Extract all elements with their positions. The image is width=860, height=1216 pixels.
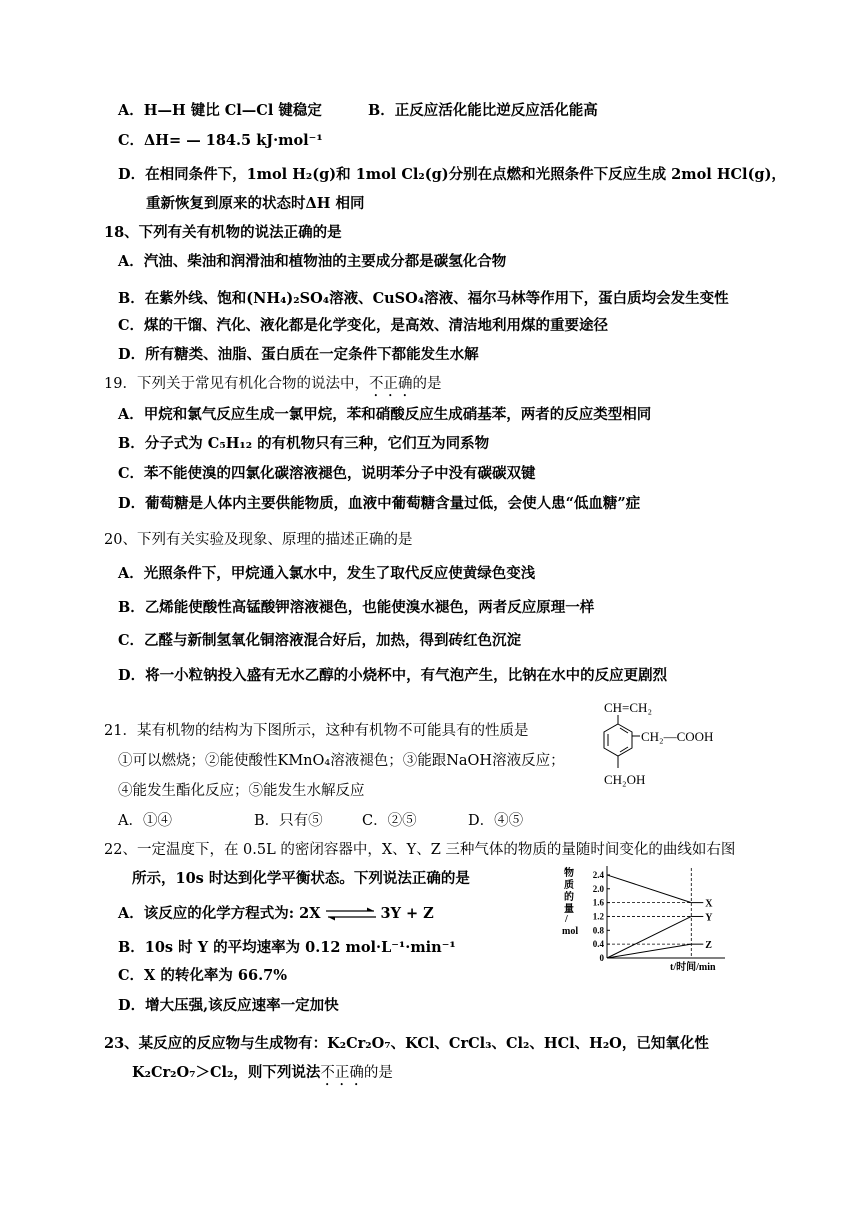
q22-option-d: D．增大压强,该反应速率一定加快 [118,997,339,1014]
q17-option-c: C．ΔH= — 184.5 kJ·mol⁻¹ [118,132,323,149]
series-line-z [607,944,691,958]
q17-option-a: A．H—H 键比 Cl—Cl 键稳定 [118,102,322,119]
q17-option-d-line1: D．在相同条件下，1mol H₂(g)和 1mol Cl₂(g)分别在点燃和光照条件下反应生成 2mol HCl(g)， [118,166,786,183]
chart-ylabel-4: 量 [564,904,574,915]
q19-stem-text: 19．下列关于常见有机化合物的说法中， [104,376,369,392]
q23-emphasis: 不正确 [320,1065,364,1081]
q22-option-a-rhs: 3Y + Z [380,905,434,922]
q22-stem: 22、一定温度下，在 0.5L 的密闭容器中，X、Y、Z 三种气体的物质的量随时间变化的曲线如右图 [104,842,736,858]
q23-stem-end: 的是 [363,1065,393,1081]
q21-line3: ④能发生酯化反应；⑤能发生水解反应 [118,783,365,799]
q23-stem-line2 [132,1063,393,1089]
q23-stem: 23、某反应的反应物与生成物有：K₂Cr₂O₇、KCl、CrCl₃、Cl₂、HCl、H₂O，已知氧化性 [104,1035,709,1052]
y-tick-label: 2.4 [592,869,604,880]
chart-ylabel-3: 的 [564,892,574,903]
series-label-x: X [705,898,713,910]
q19-option-b: B．分子式为 C₅H₁₂ 的有机物只有三种，它们互为同系物 [118,435,490,452]
chart-ylabel-1: 物 [564,868,574,879]
q21-structure-diagram [590,696,740,796]
q20-option-c: C．乙醛与新制氢氧化铜溶液混合好后，加热，得到砖红色沉淀 [118,632,522,649]
y-tick-label: 1.6 [592,897,604,908]
q22-line-chart [560,862,740,974]
q18-stem: 18、下列有关有机物的说法正确的是 [104,224,342,241]
equilibrium-arrow-icon [324,907,378,921]
q21-option-b: B．只有⑤ [254,813,323,829]
q22-stem-line2: 所示，10s 时达到化学平衡状态。下列说法正确的是 [132,870,470,887]
series-label-y: Y [705,912,713,924]
q21-line2: ①可以燃烧；②能使酸性KMnO₄溶液褪色；③能跟NaOH溶液反应； [118,753,565,769]
q18-option-c: C．煤的干馏、汽化、液化都是化学变化，是高效、清洁地利用煤的重要途径 [118,317,609,334]
q21-option-c: C．②⑤ [362,813,417,829]
q18-option-b: B．在紫外线、饱和(NH₄)₂SO₄溶液、CuSO₄溶液、福尔马林等作用下，蛋白质均会发生变性 [118,290,729,307]
series-label-z: Z [705,940,712,952]
y-tick-label: 1.2 [592,911,604,922]
structure-acetic-label: CH₂—COOH [641,729,714,744]
chart-ylabel-6: mol [562,926,579,937]
q22-option-a [118,904,434,924]
y-tick-label: 2.0 [592,883,604,894]
q21-stem: 21．某有机物的结构为下图所示，这种有机物不可能具有的性质是 [104,723,529,739]
chart-ylabel-2: 质 [564,880,574,891]
q19-option-a: A．甲烷和氯气反应生成一氯甲烷，苯和硝酸反应生成硝基苯，两者的反应类型相同 [118,406,652,423]
series-line-x [607,875,691,903]
q19-stem [104,374,441,400]
q19-option-d: D．葡萄糖是人体内主要供能物质，血液中葡萄糖含量过低，会使人患“低血糖”症 [118,495,641,512]
q22-option-a-lhs: A．该反应的化学方程式为: 2X [118,905,321,922]
series-line-y [607,916,691,958]
q19-emphasis: 不正确 [368,376,413,392]
q22-option-c: C．X 的转化率为 66.7% [118,967,287,984]
q17-option-d-line2: 重新恢复到原来的状态时ΔH 相同 [146,195,365,212]
q20-option-d: D．将一小粒钠投入盛有无水乙醇的小烧杯中，有气泡产生，比钠在水中的反应更剧烈 [118,667,668,684]
q21-option-d: D．④⑤ [468,813,524,829]
q20-option-b: B．乙烯能使酸性高锰酸钾溶液褪色，也能使溴水褪色，两者反应原理一样 [118,599,595,616]
q17-option-b: B．正反应活化能比逆反应活化能高 [368,102,598,119]
structure-hydroxymethyl-label: CH₂OH [604,772,646,787]
y-tick-label: 0 [599,953,604,963]
q23-stem-text: K₂Cr₂O₇＞Cl₂，则下列说法 [132,1064,321,1081]
q22-option-b: B．10s 时 Y 的平均速率为 0.12 mol·L⁻¹·min⁻¹ [118,939,456,956]
chart-ylabel-5: / [565,914,568,925]
y-tick-label: 0.8 [592,925,604,936]
q20-stem: 20、下列有关实验及现象、原理的描述正确的是 [104,532,413,548]
q20-option-a: A．光照条件下，甲烷通入氯水中，发生了取代反应使黄绿色变浅 [118,565,536,582]
q19-option-c: C．苯不能使溴的四氯化碳溶液褪色，说明苯分子中没有碳碳双键 [118,465,536,482]
q18-option-a: A．汽油、柴油和润滑油和植物油的主要成分都是碳氢化合物 [118,253,507,270]
q19-stem-end: 的是 [412,376,442,392]
y-tick-label: 0.4 [592,939,604,950]
q21-option-a: A．①④ [118,813,172,829]
structure-vinyl-label: CH=CH₂ [604,700,652,715]
q18-option-d: D．所有糖类、油脂、蛋白质在一定条件下都能发生水解 [118,346,479,363]
chart-xlabel: t/时间/min [670,962,716,973]
